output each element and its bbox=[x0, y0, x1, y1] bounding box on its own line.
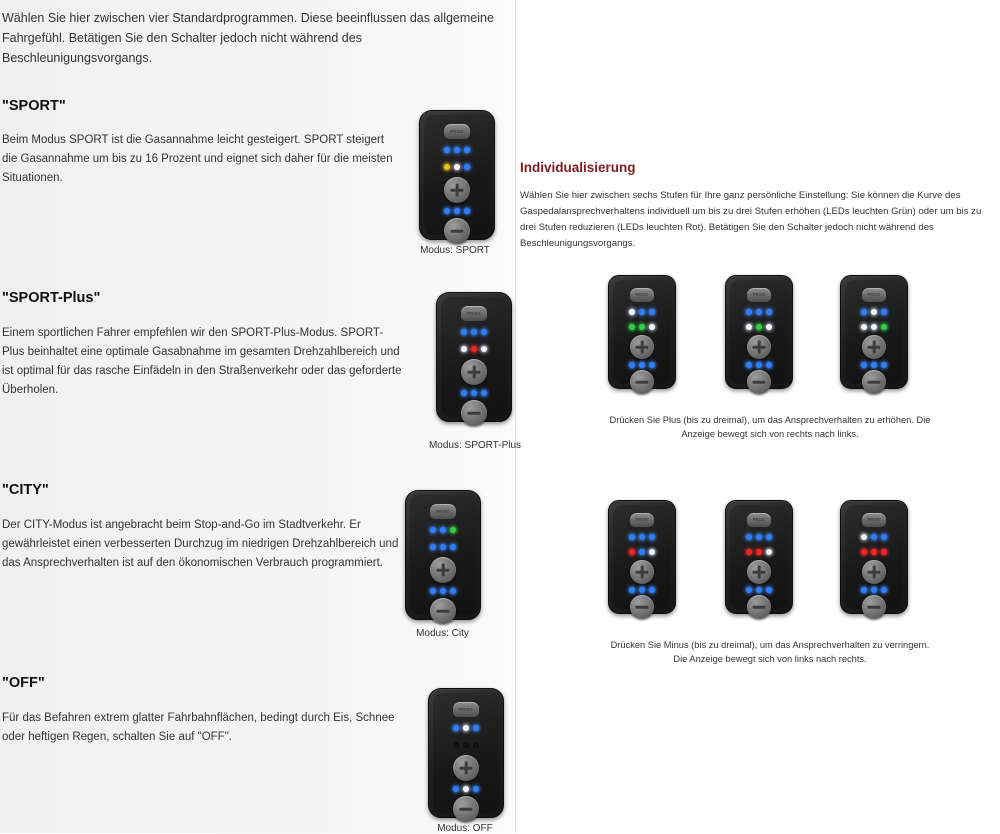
caption-sport-plus: Modus: SPORT-Plus bbox=[428, 440, 522, 451]
led-red bbox=[471, 346, 477, 352]
led-blue bbox=[440, 527, 446, 533]
device-face bbox=[424, 115, 490, 235]
minus-icon bbox=[868, 381, 881, 384]
minus-button[interactable] bbox=[747, 370, 771, 394]
prog-button[interactable]: PROG bbox=[630, 288, 654, 302]
led-blue bbox=[756, 587, 762, 593]
led-white bbox=[481, 346, 487, 352]
minus-icon bbox=[460, 808, 473, 811]
led-row-top bbox=[430, 527, 456, 533]
led-row-top bbox=[629, 309, 655, 315]
led-row-top bbox=[453, 725, 479, 731]
led-white bbox=[463, 725, 469, 731]
led-blue bbox=[861, 587, 867, 593]
led-blue bbox=[464, 147, 470, 153]
led-white bbox=[861, 534, 867, 540]
device-plus-step-1[interactable] bbox=[608, 275, 676, 389]
led-white bbox=[454, 164, 460, 170]
led-blue bbox=[440, 588, 446, 594]
led-blue bbox=[440, 544, 446, 550]
plus-icon-vertical bbox=[873, 566, 876, 579]
led-white bbox=[649, 324, 655, 330]
led-blue bbox=[881, 587, 887, 593]
minus-button[interactable] bbox=[444, 218, 470, 244]
led-blue bbox=[746, 587, 752, 593]
led-row-bottom bbox=[461, 390, 487, 396]
led-blue bbox=[756, 534, 762, 540]
led-blue bbox=[881, 362, 887, 368]
individualization-title: Individualisierung bbox=[520, 160, 636, 175]
led-blue bbox=[649, 309, 655, 315]
led-red bbox=[871, 549, 877, 555]
device-face bbox=[730, 280, 788, 384]
led-white bbox=[746, 324, 752, 330]
plus-icon-vertical bbox=[641, 566, 644, 579]
led-blue bbox=[766, 534, 772, 540]
led-blue bbox=[454, 208, 460, 214]
device-sport[interactable] bbox=[419, 110, 495, 240]
led-blue bbox=[756, 309, 762, 315]
led-red bbox=[746, 549, 752, 555]
caption-minus: Drücken Sie Minus (bis zu dreimal), um das Ansprechverhalten zu verringern. Die Anzeige bewegt sich von links nach rechts. bbox=[610, 640, 930, 664]
led-blue bbox=[639, 362, 645, 368]
led-blue bbox=[649, 362, 655, 368]
led-blue bbox=[430, 527, 436, 533]
led-yellow bbox=[444, 164, 450, 170]
led-red bbox=[881, 549, 887, 555]
plus-icon-vertical bbox=[641, 341, 644, 354]
led-red bbox=[861, 549, 867, 555]
caption-off: Modus: OFF bbox=[437, 823, 493, 834]
led-white bbox=[871, 324, 877, 330]
led-row-bottom bbox=[629, 587, 655, 593]
led-blue bbox=[454, 147, 460, 153]
plus-icon-vertical bbox=[473, 366, 476, 379]
led-blue bbox=[639, 309, 645, 315]
led-blue bbox=[766, 309, 772, 315]
plus-button[interactable] bbox=[461, 359, 487, 385]
plus-icon-vertical bbox=[465, 762, 468, 775]
led-blue bbox=[639, 549, 645, 555]
device-sport-plus[interactable] bbox=[436, 292, 512, 422]
led-row-top bbox=[629, 534, 655, 540]
led-blue bbox=[481, 390, 487, 396]
led-blue bbox=[453, 725, 459, 731]
section-title-sport-plus: "SPORT-Plus" bbox=[2, 290, 101, 306]
minus-button[interactable] bbox=[453, 796, 479, 822]
led-row-bottom bbox=[453, 786, 479, 792]
led-blue bbox=[629, 534, 635, 540]
led-white bbox=[463, 786, 469, 792]
prog-button[interactable]: PROG bbox=[444, 124, 470, 139]
led-blue bbox=[881, 309, 887, 315]
minus-icon bbox=[868, 606, 881, 609]
led-off bbox=[473, 742, 479, 748]
device-face bbox=[441, 297, 507, 417]
section-body-sport-plus: Einem sportlichen Fahrer empfehlen wir den SPORT-Plus-Modus. SPORT-Plus beinhaltet eine optimale Gasabnahme im gesamten Drehzahlbereich und ist optimal für das rasche Einfädeln in den Straßenverkehr oder das geforderte Überholen. bbox=[2, 327, 402, 396]
led-white bbox=[861, 324, 867, 330]
led-blue bbox=[861, 309, 867, 315]
minus-icon bbox=[636, 381, 649, 384]
plus-icon-vertical bbox=[758, 566, 761, 579]
minus-button[interactable] bbox=[862, 595, 886, 619]
led-blue bbox=[450, 588, 456, 594]
led-blue bbox=[746, 309, 752, 315]
led-row-mid bbox=[861, 549, 887, 555]
plus-icon-vertical bbox=[456, 184, 459, 197]
device-plus-step-2[interactable] bbox=[725, 275, 793, 389]
minus-icon bbox=[451, 230, 464, 233]
led-row-mid bbox=[746, 324, 772, 330]
minus-button[interactable] bbox=[862, 370, 886, 394]
minus-icon bbox=[753, 381, 766, 384]
led-blue bbox=[756, 362, 762, 368]
prog-button[interactable]: PROG bbox=[630, 513, 654, 527]
device-face bbox=[613, 505, 671, 609]
led-blue bbox=[639, 534, 645, 540]
device-minus-step-1[interactable] bbox=[608, 500, 676, 614]
led-row-bottom bbox=[430, 588, 456, 594]
device-face bbox=[730, 505, 788, 609]
led-white bbox=[461, 346, 467, 352]
led-blue bbox=[464, 208, 470, 214]
led-blue bbox=[481, 329, 487, 335]
plus-button[interactable] bbox=[862, 560, 886, 584]
led-off bbox=[453, 742, 459, 748]
led-blue bbox=[629, 587, 635, 593]
device-minus-step-3[interactable] bbox=[840, 500, 908, 614]
led-green bbox=[881, 324, 887, 330]
led-red bbox=[756, 549, 762, 555]
led-white bbox=[871, 309, 877, 315]
led-off bbox=[463, 742, 469, 748]
device-face bbox=[845, 505, 903, 609]
led-blue bbox=[746, 534, 752, 540]
led-blue bbox=[861, 362, 867, 368]
led-green bbox=[629, 324, 635, 330]
device-face bbox=[433, 693, 499, 813]
led-row-bottom bbox=[746, 362, 772, 368]
plus-button[interactable] bbox=[747, 560, 771, 584]
led-row-bottom bbox=[746, 587, 772, 593]
section-body-sport: Beim Modus SPORT ist die Gasannahme leicht gesteigert. SPORT steigert die Gasannahme um bis zu 16 Prozent und eignet sich daher für die meisten Situationen. bbox=[2, 134, 393, 184]
device-plus-step-3[interactable] bbox=[840, 275, 908, 389]
section-title-sport: "SPORT" bbox=[2, 98, 66, 114]
led-blue bbox=[871, 362, 877, 368]
minus-button[interactable] bbox=[747, 595, 771, 619]
minus-icon bbox=[636, 606, 649, 609]
led-row-mid bbox=[629, 324, 655, 330]
led-blue bbox=[464, 164, 470, 170]
led-row-top bbox=[861, 309, 887, 315]
prog-button[interactable]: PROG bbox=[430, 504, 456, 519]
led-row-mid bbox=[444, 164, 470, 170]
led-row-mid bbox=[746, 549, 772, 555]
led-row-top bbox=[461, 329, 487, 335]
plus-icon-vertical bbox=[873, 341, 876, 354]
led-blue bbox=[629, 362, 635, 368]
minus-icon bbox=[753, 606, 766, 609]
led-blue bbox=[881, 534, 887, 540]
plus-icon-vertical bbox=[758, 341, 761, 354]
caption-city: Modus: City bbox=[416, 628, 469, 639]
led-blue bbox=[444, 147, 450, 153]
led-blue bbox=[461, 390, 467, 396]
section-body-off: Für das Befahren extrem glatter Fahrbahnflächen, bedingt durch Eis, Schnee oder heftigen Regen, schalten Sie auf "OFF". bbox=[2, 712, 395, 743]
led-blue bbox=[473, 725, 479, 731]
led-row-bottom bbox=[861, 587, 887, 593]
plus-button[interactable] bbox=[747, 335, 771, 359]
minus-button[interactable] bbox=[630, 595, 654, 619]
prog-button[interactable]: PROG bbox=[453, 702, 479, 717]
prog-button[interactable]: PROG bbox=[461, 306, 487, 321]
led-row-mid bbox=[629, 549, 655, 555]
led-blue bbox=[639, 587, 645, 593]
led-row-bottom bbox=[444, 208, 470, 214]
prog-button[interactable]: PROG bbox=[747, 513, 771, 527]
led-blue bbox=[871, 587, 877, 593]
led-blue bbox=[471, 390, 477, 396]
minus-icon bbox=[468, 412, 481, 415]
section-title-city: "CITY" bbox=[2, 482, 49, 498]
led-white bbox=[766, 324, 772, 330]
led-row-mid bbox=[430, 544, 456, 550]
led-blue bbox=[444, 208, 450, 214]
intro-paragraph: Wählen Sie hier zwischen vier Standardprogrammen. Diese beeinflussen das allgemeine Fahrgefühl. Betätigen Sie den Schalter jedoch nicht während des Beschleunigungsvorgangs. bbox=[2, 11, 494, 65]
led-row-top bbox=[746, 309, 772, 315]
led-white bbox=[629, 309, 635, 315]
minus-icon bbox=[437, 610, 450, 613]
prog-button[interactable]: PROG bbox=[862, 288, 886, 302]
led-white bbox=[766, 549, 772, 555]
prog-button[interactable]: PROG bbox=[862, 513, 886, 527]
plus-icon-vertical bbox=[442, 564, 445, 577]
led-red bbox=[629, 549, 635, 555]
led-blue bbox=[649, 534, 655, 540]
led-row-top bbox=[861, 534, 887, 540]
led-blue bbox=[450, 544, 456, 550]
minus-button[interactable] bbox=[430, 598, 456, 624]
led-blue bbox=[471, 329, 477, 335]
led-row-mid bbox=[453, 742, 479, 748]
device-face bbox=[613, 280, 671, 384]
minus-button[interactable] bbox=[461, 400, 487, 426]
device-face bbox=[410, 495, 476, 615]
device-off[interactable] bbox=[428, 688, 504, 818]
led-green bbox=[639, 324, 645, 330]
led-blue bbox=[473, 786, 479, 792]
led-green bbox=[450, 527, 456, 533]
plus-button[interactable] bbox=[430, 557, 456, 583]
led-white bbox=[649, 549, 655, 555]
led-blue bbox=[649, 587, 655, 593]
led-blue bbox=[871, 534, 877, 540]
led-blue bbox=[430, 544, 436, 550]
led-blue bbox=[766, 362, 772, 368]
led-row-top bbox=[444, 147, 470, 153]
led-blue bbox=[430, 588, 436, 594]
led-row-mid bbox=[461, 346, 487, 352]
plus-button[interactable] bbox=[444, 177, 470, 203]
device-minus-step-2[interactable] bbox=[725, 500, 793, 614]
caption-plus: Drücken Sie Plus (bis zu dreimal), um das Ansprechverhalten zu erhöhen. Die Anzeige bewegt sich von rechts nach links. bbox=[609, 415, 931, 439]
minus-button[interactable] bbox=[630, 370, 654, 394]
led-green bbox=[756, 324, 762, 330]
caption-sport: Modus: SPORT bbox=[420, 245, 490, 256]
led-blue bbox=[453, 786, 459, 792]
plus-button[interactable] bbox=[862, 335, 886, 359]
led-row-bottom bbox=[629, 362, 655, 368]
led-blue bbox=[766, 587, 772, 593]
device-face bbox=[845, 280, 903, 384]
led-blue bbox=[461, 329, 467, 335]
led-row-top bbox=[746, 534, 772, 540]
led-blue bbox=[746, 362, 752, 368]
section-title-off: "OFF" bbox=[2, 675, 45, 691]
plus-button[interactable] bbox=[453, 755, 479, 781]
prog-button[interactable]: PROG bbox=[747, 288, 771, 302]
device-city[interactable] bbox=[405, 490, 481, 620]
led-row-bottom bbox=[861, 362, 887, 368]
plus-button[interactable] bbox=[630, 560, 654, 584]
individualization-body: Wählen Sie hier zwischen sechs Stufen für Ihre ganz persönliche Einstellung: Sie können die Kurve des Gaspedalansprechverhaltens individuell um bis zu drei Stufen erhöhen (LEDs leuchten Grün) oder um bis zu drei Stufen reduzieren (LEDs leuchten Rot). Betätigen Sie den Schalter jedoch nicht während des Beschleunigungsvorgangs. bbox=[520, 190, 982, 249]
led-row-mid bbox=[861, 324, 887, 330]
section-body-city: Der CITY-Modus ist angebracht beim Stop-and-Go im Stadtverkehr. Er gewährleistet einen verbesserten Durchzug im niedrigen Drehzahlbereich und das Ansprechverhalten ist auf den ökonomischen Verbrauch programmiert. bbox=[2, 519, 399, 569]
plus-button[interactable] bbox=[630, 335, 654, 359]
